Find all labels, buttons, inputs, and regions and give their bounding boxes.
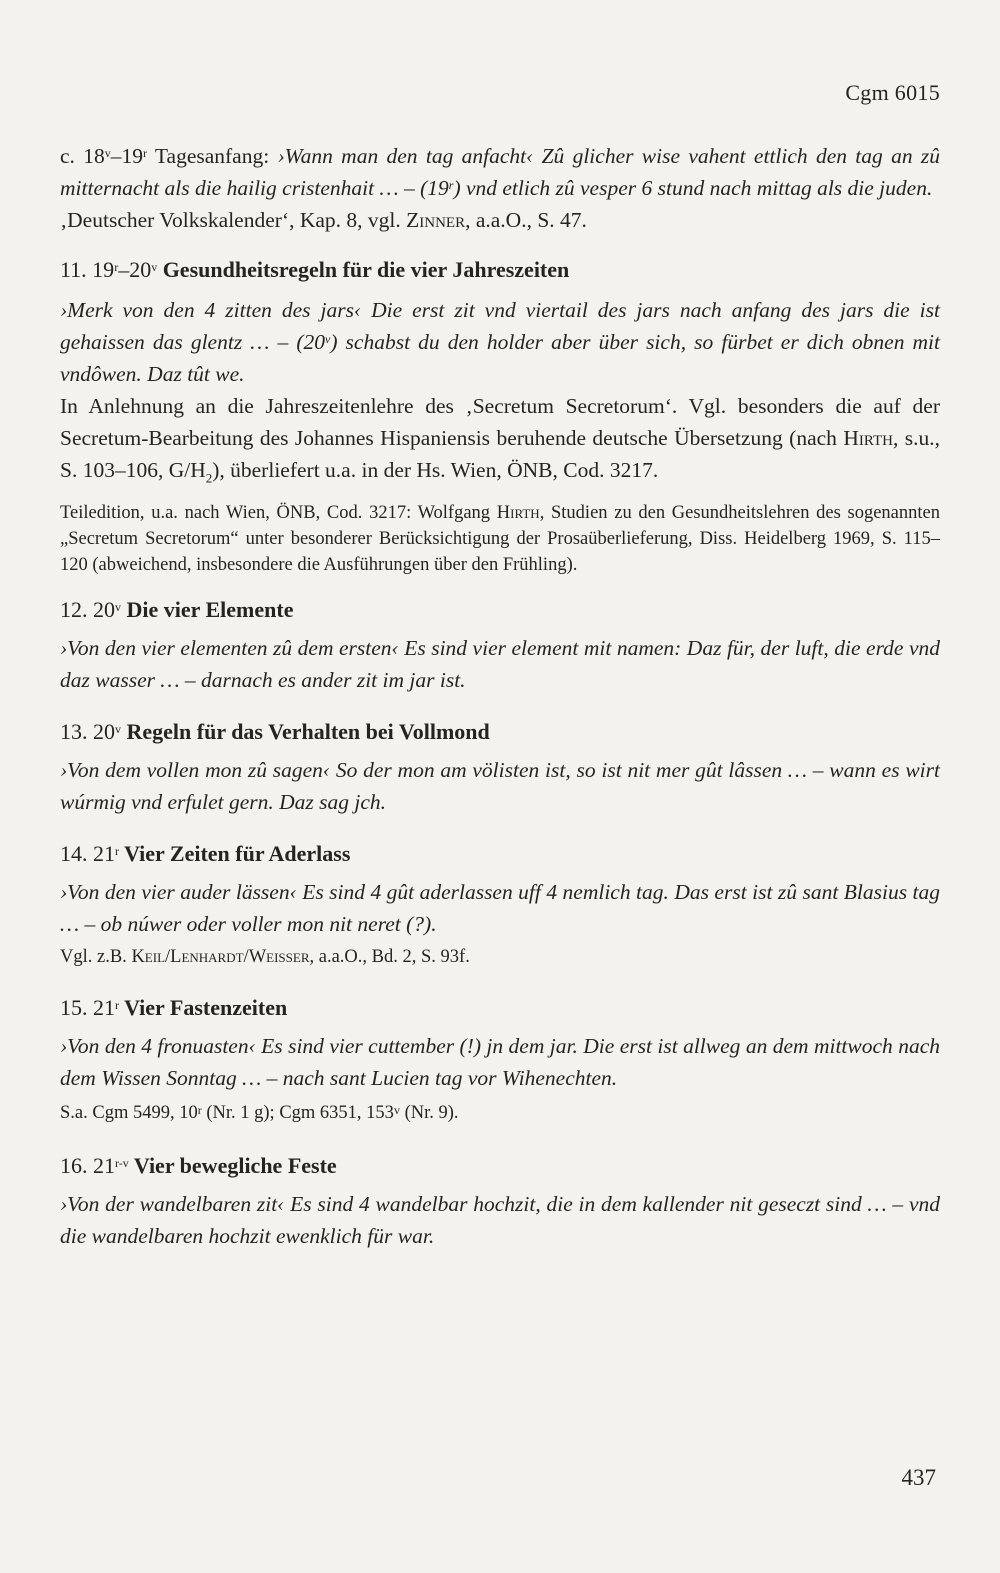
page-number: 437 <box>901 1465 936 1490</box>
entry-16-heading: 16. 21$^{r-v}$ Vier bewegliche Feste <box>60 1153 337 1179</box>
entry-14-heading: 14. 21$^r$ Vier Zeiten für Aderlass <box>60 841 351 867</box>
entry-12-incipit: ›Von den vier elementen zû dem ersten‹ Es sind vier element mit namen: Daz für, der luft, die erde vnd daz wasser … – darnach es ander zit im jar ist. <box>60 636 940 693</box>
entry-13-incipit: ›Von dem vollen mon zû sagen‹ So der mon am völisten ist, so ist nit mer gût lâssen … – wann es wirt wúrmig vnd erfulet gern. Daz sag jch. <box>60 758 940 815</box>
entry-11-literature: Teiledition, u.a. nach Wien, ÖNB, Cod. 3217: Wolfgang Hirth, Studien zu den Gesundheitslehren des sogenannten „Secretum Secretorum“ unter besonderer Berücksichtigung der Prosaüberlieferung, Diss. Heidelberg 1969, S. 115–120 (abweichend, insbesondere die Ausführungen über den Frühling). <box>60 503 940 576</box>
entry-11-heading: 11. 19$^r$–20$^v$ Gesundheitsregeln für die vier Jahreszeiten <box>60 257 570 282</box>
entry-14-literature: Vgl. z.B. Keil/Lenhardt/Weisser, a.a.O., Bd. 2, S. 93f. <box>60 947 470 968</box>
entry-14-incipit: ›Von den vier auder lässen‹ Es sind 4 gût aderlassen uff 4 nemlich tag. Das erst ist zû sant Blasius tag … – ob núwer oder voller mon nit neret (?). <box>60 880 940 937</box>
catalog-body <box>60 140 940 1252</box>
entry-c-reference: ‚Deutscher Volkskalender‘, Kap. 8, vgl. Zinner, a.a.O., S. 47. <box>60 208 587 232</box>
entry-11-incipit: ›Merk von den 4 zitten des jars‹ Die erst zit vnd viertail des jars nach anfang des jars die ist gehaissen das glentz … – (20$^v$) schabst du den holder aber über sich, so fürbet er dich obnen mit vndôwen. Daz tût we. <box>60 298 941 386</box>
entry-13-heading: 13. 20$^v$ Regeln für das Verhalten bei Vollmond <box>60 719 490 745</box>
entry-15-literature: S.a. Cgm 5499, 10$^r$ (Nr. 1 g); Cgm 6351, 153$^v$ (Nr. 9). <box>60 1103 459 1124</box>
entry-12-heading: 12. 20$^v$ Die vier Elemente <box>60 597 294 623</box>
entry-16-incipit: ›Von der wandelbaren zit‹ Es sind 4 wandelbar hochzit, die in dem kallender nit geseczt sind … – vnd die wandelbaren hochzit ewenklich für war. <box>60 1192 940 1249</box>
entry-15-incipit: ›Von den 4 fronuasten‹ Es sind vier cuttember (!) jn dem jar. Die erst ist allweg an dem mittwoch nach dem Wissen Sonntag … – nach sant Lucien tag vor Wihenechten. <box>60 1034 940 1091</box>
entry-11-note: In Anlehnung an die Jahreszeitenlehre des ‚Secretum Secretorum‘. Vgl. besonders die auf der Secretum-Bearbeitung des Johannes Hispaniensis beruhende deutsche Übersetzung (nach Hirth, s.u., S. 103–106, $G/H_2$), überliefert u.a. in der Hs. Wien, ÖNB, Cod. 3217. <box>60 394 940 486</box>
running-header: Cgm 6015 <box>845 80 940 105</box>
entry-15-heading: 15. 21$^r$ Vier Fastenzeiten <box>60 995 288 1021</box>
entry-c-incipit: c. 18$^v$–19$^r$ Tagesanfang: ›Wann man den tag anfacht‹ Zû glicher wise vahent ettlich den tag an zû mitternacht als die hailig cristenhait … – (19$^r$) vnd etlich zû vesper 6 stund nach mittag als die juden. <box>60 144 941 200</box>
